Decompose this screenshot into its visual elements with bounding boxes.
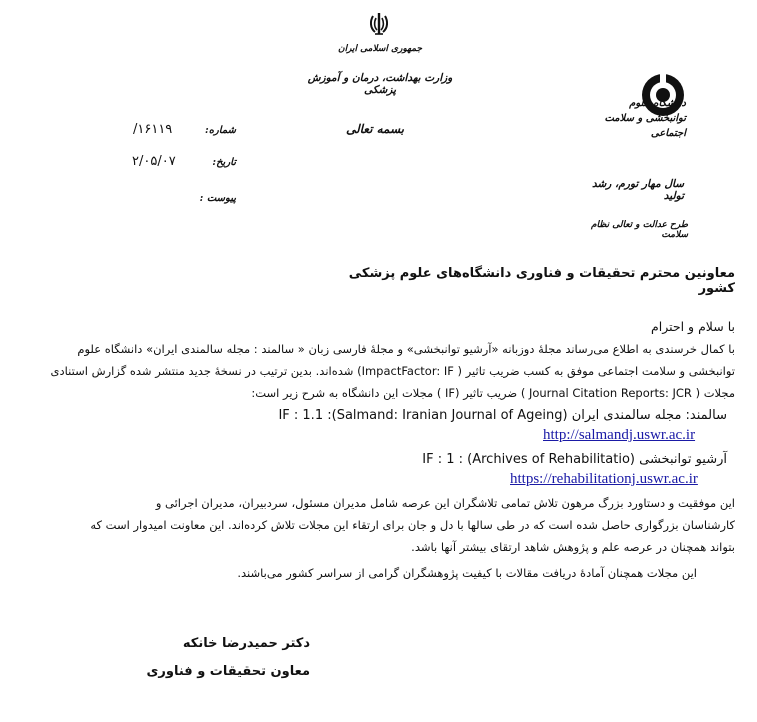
plan-slogan: طرح عدالت و تعالی نظام سلامت	[590, 220, 688, 240]
attachment-label: پیوست :	[199, 193, 236, 204]
paragraph-2-line-1: این موفقیت و دستاورد بزرگ مرهون تلاش تمامی تلاشگران این عرصه شامل مدیران مسئول، سردبیران، مدیران اجرائی و	[155, 496, 735, 510]
letter-number-label: شماره:	[205, 125, 236, 136]
greeting: با سلام و احترام	[651, 319, 735, 334]
recipient: معاونین محترم تحقیقات و فناوری دانشگاه‌های علوم پزشکی کشور	[348, 266, 735, 296]
letter-date-label: تاریخ:	[212, 157, 236, 168]
bismillah: بسمه تعالی	[345, 122, 405, 136]
letter-number-value: /۱۶۱۱۹	[133, 122, 173, 137]
ministry-name: وزارت بهداشت، درمان و آموزش پزشکی	[307, 72, 453, 96]
paragraph-1-line-2: توانبخشی و سلامت اجتماعی موفق به کسب ضریب تاثیر ( ImpactFactor: IF) شده‌اند. بدین ترتیب در نسخهٔ جدید منتشر شده گزارش استنادی	[50, 364, 735, 378]
country-name: جمهوری اسلامی ایران	[337, 44, 423, 54]
paragraph-1-line-1: با کمال خرسندی به اطلاع می‌رساند مجلهٔ دوزبانه «آرشیو توانبخشی» و مجلهٔ فارسی زبان « سالمند : مجله سالمندی ایران» دانشگاه علوم	[77, 342, 735, 356]
signer-title: معاون تحقیقات و فناوری	[146, 664, 310, 679]
paragraph-1-line-3: مجلات ( Journal Citation Reports: JCR ) ضریب تاثیر (IF ) مجلات این دانشگاه به شرح زیر است:	[251, 386, 735, 400]
letter-date-value: ۲/۰۵/۰۷	[132, 154, 176, 169]
iran-emblem-icon	[368, 12, 390, 36]
paragraph-3: این مجلات همچنان آمادهٔ دریافت مقالات با کیفیت پژوهشگران گرامی از سراسر کشور می‌باشند.	[237, 566, 697, 580]
university-name: دانشگاه علوم توانبخشی و سلامت اجتماعی	[604, 98, 686, 139]
signer-name: دکتر حمیدرضا خانکه	[182, 636, 310, 651]
year-slogan: سال مهار تورم، رشد تولید	[591, 178, 684, 202]
journal-2-url-link[interactable]: https://rehabilitationj.uswr.ac.ir	[510, 471, 698, 487]
paragraph-2-line-3: بتواند همچنان در عرصه علم و پژوهش شاهد ارتقای بیشتر آنها باشد.	[411, 540, 735, 554]
journal-1-url-link[interactable]: http://salmandj.uswr.ac.ir	[543, 427, 696, 443]
paragraph-2-line-2: کارشناسان بزرگواری حاصل شده است که در طی سالها با دل و جان برای ارتقاء این مجلات تلاش کرده‌اند. این معاونت امیدوار است که	[90, 518, 735, 532]
journal-1-line: سالمند: مجله سالمندی ایران (Salmand: Iranian Journal of Ageing): IF : 1.1	[278, 408, 727, 423]
journal-2-line: آرشیو توانبخشی (Archives of Rehabilitatio) : IF : 1	[422, 452, 727, 467]
